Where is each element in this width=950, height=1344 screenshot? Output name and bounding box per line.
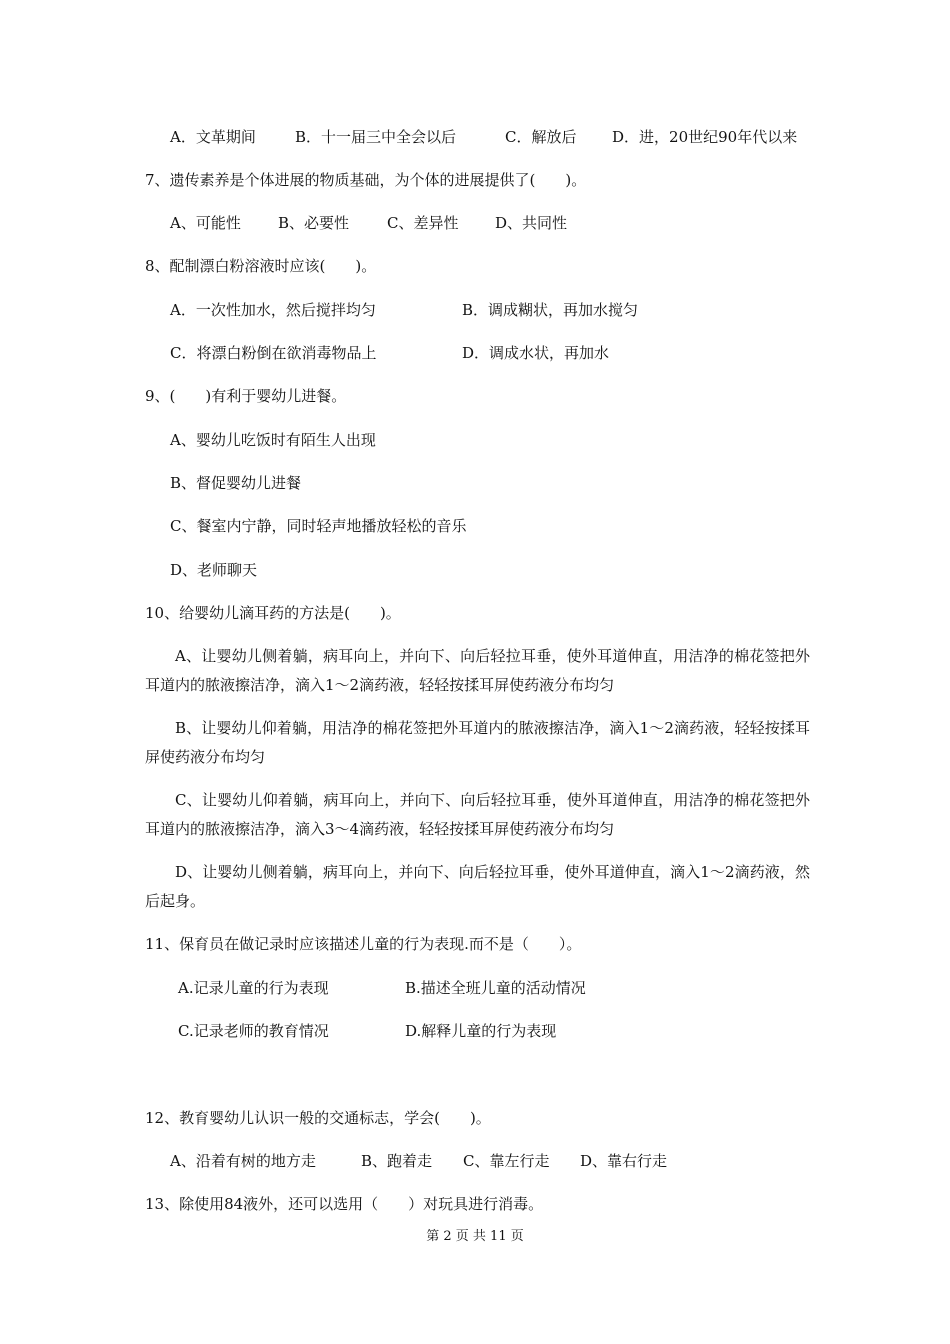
- q6-options: [0, 127, 950, 147]
- q10-stem: 10、给婴幼儿滴耳药的方法是( )。: [145, 604, 401, 622]
- q9-option-a: A、婴幼儿吃饭时有陌生人出现: [170, 431, 376, 449]
- q8-stem: 8、配制漂白粉溶液时应该( )。: [145, 257, 377, 275]
- q7-options: [0, 213, 950, 233]
- q6-option-d: D．进，20世纪90年代以来: [612, 128, 798, 146]
- q6-option-b: B．十一届三中全会以后: [295, 128, 457, 146]
- q13-stem: 13、除使用84液外，还可以选用（ ）对玩具进行消毒。: [145, 1195, 544, 1213]
- page-footer: 第 2 页 共 11 页: [426, 1229, 524, 1244]
- q12-option-a: A、沿着有树的地方走: [170, 1152, 316, 1170]
- q8-options-row1: [0, 300, 950, 320]
- q8-option-a: A．一次性加水，然后搅拌均匀: [170, 301, 376, 319]
- q11-option-a: A.记录儿童的行为表现: [178, 979, 329, 997]
- q7-option-c: C、差异性: [387, 214, 459, 232]
- q12-option-c: C、靠左行走: [463, 1152, 550, 1170]
- q7-option-a: A、可能性: [170, 214, 241, 232]
- q11-options-row1: [0, 978, 950, 998]
- q11-option-d: D.解释儿童的行为表现: [405, 1022, 557, 1040]
- q11-option-c: C.记录老师的教育情况: [178, 1022, 329, 1040]
- q7-stem: 7、遗传素养是个体进展的物质基础，为个体的进展提供了( )。: [145, 171, 587, 189]
- q12-options: [0, 1151, 950, 1171]
- q8-options-row2: [0, 343, 950, 363]
- q11-stem: 11、保育员在做记录时应该描述儿童的行为表现.而不是（ ）。: [145, 935, 582, 953]
- q9-option-b: B、督促婴幼儿进餐: [170, 474, 302, 492]
- q11-options-row2: [0, 1021, 950, 1041]
- q12-option-b: B、跑着走: [361, 1152, 433, 1170]
- q10-option-b: B、让婴幼儿仰着躺，用洁净的棉花签把外耳道内的脓液擦洁净，滴入1～2滴药液，轻轻按揉耳屏使药液分布均匀: [145, 719, 810, 766]
- q9-stem: 9、( )有利于婴幼儿进餐。: [145, 387, 347, 405]
- q7-option-d: D、共同性: [495, 214, 568, 232]
- q12-stem: 12、教育婴幼儿认识一般的交通标志，学会( )。: [145, 1109, 491, 1127]
- q10-option-a: A、让婴幼儿侧着躺，病耳向上，并向下、向后轻拉耳垂，使外耳道伸直，用洁净的棉花签把外耳道内的脓液擦洁净，滴入1～2滴药液，轻轻按揉耳屏使药液分布均匀: [145, 647, 810, 694]
- q10-option-c: C、让婴幼儿仰着躺，病耳向上，并向下、向后轻拉耳垂，使外耳道伸直，用洁净的棉花签把外耳道内的脓液擦洁净，滴入3～4滴药液，轻轻按揉耳屏使药液分布均匀: [145, 791, 810, 838]
- q10-option-d: D、让婴幼儿侧着躺，病耳向上，并向下、向后轻拉耳垂，使外耳道伸直，滴入1～2滴药液，然后起身。: [145, 863, 810, 910]
- q6-option-c: C．解放后: [505, 128, 577, 146]
- q6-option-a: A．文革期间: [170, 128, 256, 146]
- q8-option-c: C．将漂白粉倒在欲消毒物品上: [170, 344, 377, 362]
- q9-option-c: C、餐室内宁静，同时轻声地播放轻松的音乐: [170, 517, 467, 535]
- q12-option-d: D、靠右行走: [580, 1152, 668, 1170]
- q7-option-b: B、必要性: [278, 214, 350, 232]
- q8-option-d: D．调成水状，再加水: [462, 344, 610, 362]
- q8-option-b: B．调成糊状，再加水搅匀: [462, 301, 639, 319]
- q9-option-d: D、老师聊天: [170, 561, 258, 579]
- q11-option-b: B.描述全班儿童的活动情况: [405, 979, 586, 997]
